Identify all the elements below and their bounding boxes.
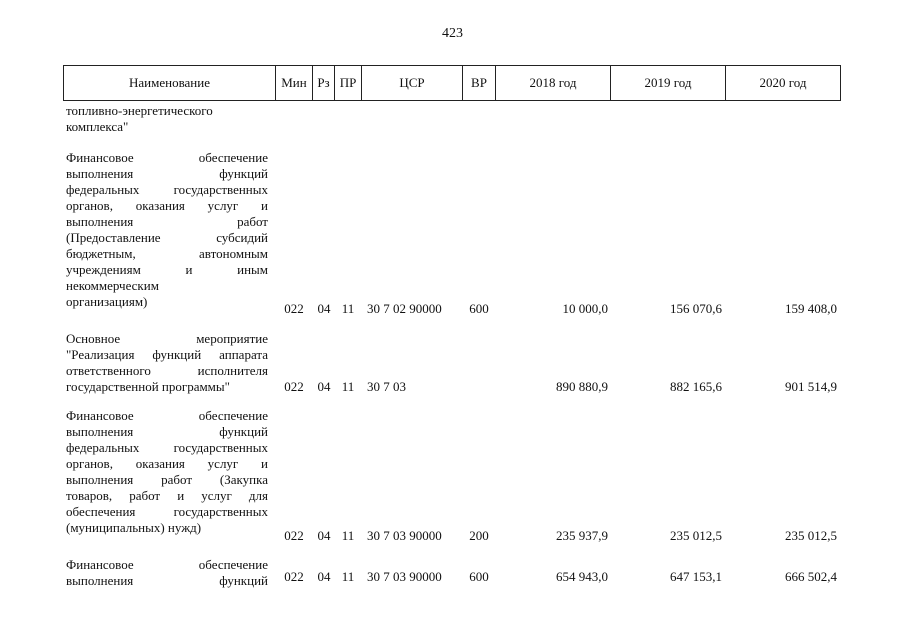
- row-name-line: выполнения работ (Закупка: [66, 472, 268, 487]
- cell-min: 022: [284, 528, 304, 543]
- row-name-line: обеспечения государственных: [66, 504, 268, 519]
- row-name-line: учреждениям и иным: [66, 262, 268, 277]
- header-name: Наименование: [64, 66, 276, 101]
- cell-2020: 235 012,5: [785, 528, 837, 543]
- row-name-line: товаров, работ и услуг для: [66, 488, 268, 503]
- table-header: [63, 65, 841, 101]
- cell-2020: 901 514,9: [785, 379, 837, 394]
- header-2019: 2019 год: [611, 66, 726, 101]
- row-name-line: государственной программы": [66, 379, 230, 394]
- page-number: 423: [442, 26, 463, 41]
- cell-rz: 04: [317, 379, 331, 394]
- row-name-line: выполнения функций: [66, 573, 268, 588]
- header-vr: ВР: [463, 66, 496, 101]
- row-name-line: (муниципальных) нужд): [66, 520, 202, 535]
- cell-2018: 890 880,9: [556, 379, 608, 394]
- cell-vr: 600: [469, 569, 489, 584]
- cell-csr: 30 7 03 90000: [367, 569, 442, 584]
- cell-min: 022: [284, 569, 304, 584]
- row-name-line: (Предоставление субсидий: [66, 230, 268, 245]
- cell-2019: 156 070,6: [670, 301, 722, 316]
- cell-min: 022: [284, 301, 304, 316]
- row-name-line: органов, оказания услуг и: [66, 198, 268, 213]
- row-name-line: Основное мероприятие: [66, 331, 268, 346]
- cell-2020: 159 408,0: [785, 301, 837, 316]
- cell-2019: 882 165,6: [670, 379, 722, 394]
- cell-2018: 10 000,0: [562, 301, 608, 316]
- cell-pr: 11: [341, 569, 355, 584]
- cell-pr: 11: [341, 301, 355, 316]
- row-name-line: бюджетным, автономным: [66, 246, 268, 261]
- row-name-line: федеральных государственных: [66, 440, 268, 455]
- cell-rz: 04: [317, 569, 331, 584]
- header-2018: 2018 год: [496, 66, 611, 101]
- row-name-line: некоммерческим: [66, 278, 159, 293]
- cell-rz: 04: [317, 301, 331, 316]
- header-rz: Рз: [313, 66, 335, 101]
- cell-2019: 235 012,5: [670, 528, 722, 543]
- cell-2018: 235 937,9: [556, 528, 608, 543]
- cell-rz: 04: [317, 528, 331, 543]
- cell-csr: 30 7 03: [367, 379, 406, 394]
- cell-min: 022: [284, 379, 304, 394]
- row-name-line: организациям): [66, 294, 148, 309]
- cell-csr: 30 7 02 90000: [367, 301, 442, 316]
- cell-pr: 11: [341, 528, 355, 543]
- cell-csr: 30 7 03 90000: [367, 528, 442, 543]
- row-name-line: федеральных государственных: [66, 182, 268, 197]
- cell-2020: 666 502,4: [785, 569, 837, 584]
- row-name-line: выполнения работ: [66, 214, 268, 229]
- cell-2018: 654 943,0: [556, 569, 608, 584]
- row-name-line: "Реализация функций аппарата: [66, 347, 268, 362]
- row-name-line: выполнения функций: [66, 424, 268, 439]
- cell-2019: 647 153,1: [670, 569, 722, 584]
- row-name-line: выполнения функций: [66, 166, 268, 181]
- header-2020: 2020 год: [726, 66, 841, 101]
- row-name-line: комплекса": [66, 119, 129, 134]
- row-name-line: органов, оказания услуг и: [66, 456, 268, 471]
- row-name-line: Финансовое обеспечение: [66, 150, 268, 165]
- header-pr: ПР: [335, 66, 362, 101]
- row-name-line: Финансовое обеспечение: [66, 557, 268, 572]
- cell-vr: 200: [469, 528, 489, 543]
- row-name-line: Финансовое обеспечение: [66, 408, 268, 423]
- header-min: Мин: [276, 66, 313, 101]
- header-csr: ЦСР: [362, 66, 463, 101]
- row-name-line: ответственного исполнителя: [66, 363, 268, 378]
- row-name-line: топливно-энергетического: [66, 103, 213, 118]
- cell-vr: 600: [469, 301, 489, 316]
- cell-pr: 11: [341, 379, 355, 394]
